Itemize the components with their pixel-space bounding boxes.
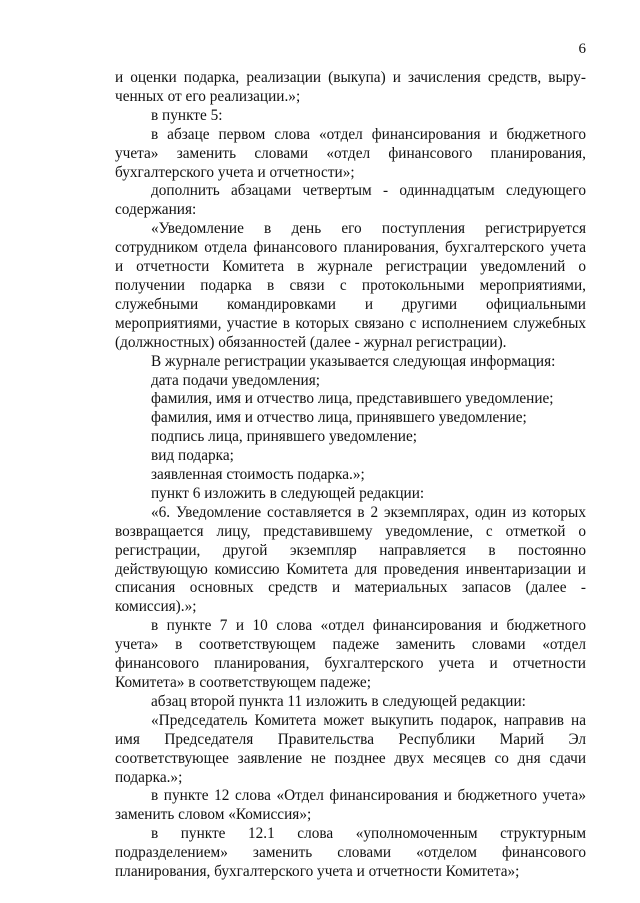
paragraph: в пункте 12 слова «Отдел финансирования и бюджетного учета» заменить словом «Комиссия»;	[115, 787, 586, 824]
paragraph: заявленная стоимость подарка.»;	[151, 466, 365, 484]
page-number: 6	[578, 41, 586, 57]
paragraph: и оценки подарка, реализации (выкупа) и зачисления средств, вырученных от его реализации.»;	[115, 69, 586, 105]
paragraph: в пункте 7 и 10 слова «отдел финансирования и бюджетного учета» в соответствующем падеже заменить словами «отдел финансового планирования, бухгалтерского учета и отчетности Комитета» в соответствующем падеже;	[115, 617, 586, 691]
paragraph: «Уведомление в день его поступления регистрируется сотрудником отдела финансового планирования, бухгалтерского учета и отчетности Комитета в журнале регистрации уведомлений о получении подарка в связи с протокольными мероприятиями, служебными командировками и другими официальными мероприятиями, участие в которых связано с исполнением служебных (должностных) обязанностей (далее - журнал регистрации).	[115, 220, 586, 351]
paragraph: дата подачи уведомления;	[151, 371, 320, 389]
paragraph: дополнить абзацами четвертым - одиннадцатым следующего содержания:	[115, 182, 586, 219]
paragraph: в пункте 5:	[151, 106, 223, 124]
paragraph: пункт 6 изложить в следующей редакции:	[151, 484, 425, 502]
paragraph: «6. Уведомление составляется в 2 экземплярах, один из которых возвращается лицу, представившему уведомление, с отметкой о регистрации, другой экземпляр направляется в постоянно действующую комиссию Комитета для проведения инвентаризации и списания основных средств и материальных запасов (далее - комиссия).»;	[115, 503, 586, 616]
paragraph: фамилия, имя и отчество лица, принявшего уведомление;	[151, 409, 527, 427]
paragraph: «Председатель Комитета может выкупить подарок, направив на имя Председателя Правительства Республики Марий Эл соответствующее заявление не позднее двух месяцев со дня сдачи подарка.»;	[115, 711, 586, 786]
paragraph: фамилия, имя и отчество лица, представившего уведомление;	[151, 390, 554, 408]
paragraph: абзац второй пункта 11 изложить в следующей редакции:	[151, 692, 526, 710]
paragraph: В журнале регистрации указывается следующая информация:	[151, 352, 556, 370]
paragraph: в абзаце первом слова «отдел финансирования и бюджетного учета» заменить словами «отдел финансового планирования, бухгалтерского учета и отчетности»;	[115, 125, 586, 181]
paragraph: подпись лица, принявшего уведомление;	[151, 428, 418, 446]
paragraph: в пункте 12.1 слова «уполномоченным структурным подразделением» заменить словами «отделом финансового планирования, бухгалтерского учета и отчетности Комитета»;	[115, 825, 586, 881]
paragraph: вид подарка;	[151, 447, 234, 465]
document-body	[115, 69, 586, 882]
